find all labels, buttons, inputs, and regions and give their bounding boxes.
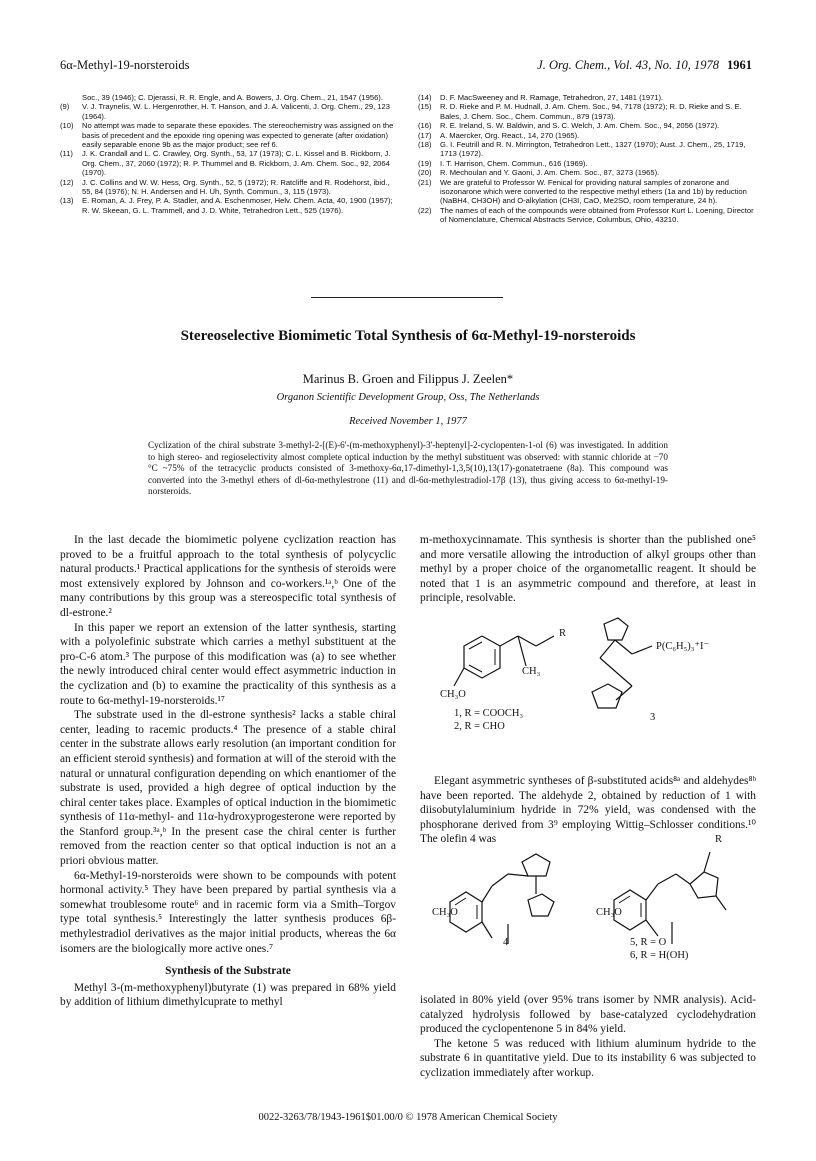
paragraph: Elegant asymmetric syntheses of β-substituted acids⁸ᵃ and aldehydes⁸ᵇ have been reported. The aldehyde 2, obtained by reduction of 1 with diisobutylaluminium hydride in 72% yield, was condensed with the phosphorane derived from 3⁹ employing Wittig–Schlosser conditions.¹⁰ The olefin 4 was [420,775,756,846]
section-heading: Synthesis of the Substrate [165,965,291,978]
reference: (10) No attempt was made to separate these epoxides. The stereochemistry was assigned on the basis of precedent and the epoxide ring opening was expected to generate (after oxidation) easily separable enone 9b as the major product; see ref 6. [60,121,394,150]
page-number: 1961 [727,58,752,72]
compound-label: 4 [503,937,509,948]
compound-label: 2, R = CHO [454,721,505,732]
substituent-label: R [715,834,723,845]
received-date: Received November 1, 1977 [349,416,467,427]
paragraph: In the last decade the biomimetic polyene cyclization reaction has proved to be a fruitful approach to the total synthesis of polycyclic natural products.¹ Practical applications for the synthesis of steroids were most extensively explored by Johnson and co-workers.¹ᵃ,ᵇ One of the many contributions by this group was a stereospecific total synthesis of dl-estrone.² [60,534,396,619]
body-column-right-top [420,533,756,606]
body-column-right-middle [420,774,756,847]
reference: (15) R. D. Rieke and P. M. Hudnall, J. Am. Chem. Soc., 94, 7178 (1972); R. D. Rieke and S. E. Bales, J. Chem. Soc., Chem. Commun., 879 (1973). [418,102,742,121]
paragraph: In this paper we report an extension of the latter synthesis, starting with a polyolefinic substrate which carries a methyl substituent at the pro-C-6 atom.³ The purpose of this modification was (a) to see whether the newly introduced chiral center would effect asymmetric induction in the cyclization and (b) to examine the practicality of this synthesis as a route to 6α-methyl-19-norsteroids.¹⁷ [60,621,396,707]
body-column-right-bottom [420,993,756,1081]
substituent-label: CH₃O [596,907,622,918]
structure-3-diagram [582,614,672,724]
reference: (9) V. J. Traynelis, W. L. Hergenrother, H. T. Hanson, and J. A. Valicenti, J. Org. Chem., 29, 123 (1964). [60,102,390,121]
journal-citation: J. Org. Chem., Vol. 43, No. 10, 1978 [537,58,719,72]
paragraph: 6α-Methyl-19-norsteroids were shown to be compounds with potent hormonal activity.⁵ They have been prepared by partial synthesis via a somewhat troublesome route⁶ and in racemic form via a Smith–Torgov type total synthesis.⁵ Interestingly the latter synthesis produces 6β-methylestradiol derivatives as the major initial products, whereas the 6α isomers are the biologically more active ones.⁷ [60,869,396,955]
reference: (20) R. Mechoulan and Y. Gaoni, J. Am. Chem. Soc., 87, 3273 (1965). [418,168,660,178]
reference: (13) E. Roman, A. J. Frey, P. A. Stadler, and A. Eschenmoser, Helv. Chem. Acta, 40, 1900 (1957); R. W. Skeean, G. L. Trammell, and J. D. White, Tetrahedron Lett., 525 (1976). [60,196,393,215]
substituent-label: CH₃O [432,907,458,918]
paragraph: The ketone 5 was reduced with lithium aluminum hydride to the substrate 6 in quantitative yield. Due to its instability 6 was subjected to cyclization immediately after workup. [420,1037,756,1079]
substituent-label: R [559,628,567,639]
reference: (12) J. C. Collins and W. W. Hess, Org. Synth., 52, 5 (1972); R. Ratcliffe and R. Rodehorst, ibid., 55, 84 (1976); N. H. Andersen and H. Uh, Synth. Commun., 3, 115 (1973). [60,177,390,197]
substituent-label: CH₃O [440,689,466,700]
paragraph: The substrate used in the dl-estrone synthesis² lacks a stable chiral center, leading to racemic products.⁴ The presence of a stable chiral center in the substrate allows early resolution (an important condition for an efficient steroid synthesis) and formation at will of the steroid with the natural or unnatural configuration depending on which enantiomer of the substrate is used, provided a high degree of optical induction by the chiral center takes place. Examples of optical induction in the biomimetic synthesis of 11α-methyl- and 11α-hydroxyprogesterone were reported by the Stanford group.³ᵃ,ᵇ In the present case the chiral center is further removed from the reaction center so that optical induction is not an a priori obvious matter. [60,709,396,868]
body-column-left [60,533,396,1010]
reference: (14) D. F. MacSweeney and R. Ramage, Tetrahedron, 27, 1481 (1971). [418,93,664,102]
article-title: Stereoselective Biomimetic Total Synthesis of 6α-Methyl-19-norsteroids [180,328,636,344]
compound-label: 1, R = COOCH₃ [454,708,524,719]
references-left [60,93,400,215]
compound-label: 5, R = O [630,937,667,948]
reference: Soc., 39 (1946); C. Djerassi, R. R. Engle, and A. Bowers, J. Org. Chem., 21, 1547 (1956). [82,93,383,102]
abstract: Cyclization of the chiral substrate 3-methyl-2-[(E)-6'-(m-methoxyphenyl)-3'-heptenyl]-2-cyclopenten-1-ol (6) was investigated. In addition to high stereo- and regioselectivity almost complete optical induction by the methyl substituent was observed: with stannic chloride at −70 °C ~75% of the tetracyclic products consisted of 3-methoxy-6α,17-dimethyl-1,3,5(10),13(17)-gonatetraene (8a). This compound was converted into the 3-methyl ethers of dl-6α-methylestrone (11) and dl-6α-methylestradiol-17β (13), thus giving access to 6α-methyl-19-norsteroids. [148,440,668,497]
paragraph: isolated in 80% yield (over 95% trans isomer by NMR analysis). Acid-catalyzed hydrolysis followed by base-catalyzed cyclodehydration produced the cyclopentenone 5 in 84% yield. [420,994,756,1036]
substituent-label: CH₃ [522,666,541,677]
running-header-right [537,58,752,73]
section-divider [311,297,503,298]
reference: (11) J. K. Crandall and L. C. Crawley, Org. Synth., 53, 17 (1973); C. L. Kissel and B. Rickborn, J. Org. Chem., 37, 2060 (1972); R. P. Thummel and B. Rickborn, J. Am. Chem. Soc., 92, 2064 (1970). [60,149,391,178]
article-affiliation: Organon Scientific Development Group, Oss, The Netherlands [276,392,540,403]
reference: (21) We are grateful to Professor W. Fenical for providing natural samples of zonarone and isozonarone which were converted to the respective methyl ethers (1a and 1b) by reduction (NaBH4, CH3OH) and O-alkylation (CH3I, CaO, Me2SO, room temperature, 24 h). [418,177,747,206]
reference: (16) R. E. Ireland, S. W. Baldwin, and S. C. Welch, J. Am. Chem. Soc., 94, 2056 (1972). [418,121,720,131]
page-footer: 0022-3263/78/1943-1961$01.00/0 © 1978 American Chemical Society [258,1112,558,1123]
substituent-label: P(C₆H₅)₃⁺I⁻ [656,641,709,652]
running-header-left: 6α-Methyl-19-norsteroids [60,58,190,72]
paragraph: Methyl 3-(m-methoxyphenyl)butyrate (1) was prepared in 68% yield by addition of lithium dimethylcuprate to methyl [60,981,396,1009]
compound-label: 6, R = H(OH) [630,950,689,961]
reference: (19) I. T. Harrison, Chem. Commun., 616 (1969). [418,158,588,168]
references-right [418,93,758,225]
paragraph: m-methoxycinnamate. This synthesis is shorter than the published one⁵ and more versatile allowing the introduction of alkyl groups other than methyl by a proper choice of the organometallic reagent. It should be noted that 1 is an asymmetric compound and therefore, at least in principle, resolvable. [420,534,756,605]
compound-label: 3 [650,712,656,723]
reference: (22) The names of each of the compounds were obtained from Professor Kurt L. Loening, Director of Nomenclature, Chemical Abstracts Service, Columbus, Ohio, 43210. [418,205,754,225]
article-authors: Marinus B. Groen and Filippus J. Zeelen* [302,372,514,386]
reference: (17) A. Maercker, Org. React., 14, 270 (1965). [418,130,580,140]
reference: (18) G. I. Feutrill and R. N. Mirrington, Tetrahedron Lett., 1327 (1970); Aust. J. Chem., 25, 1719, 1713 (1972). [418,140,746,159]
